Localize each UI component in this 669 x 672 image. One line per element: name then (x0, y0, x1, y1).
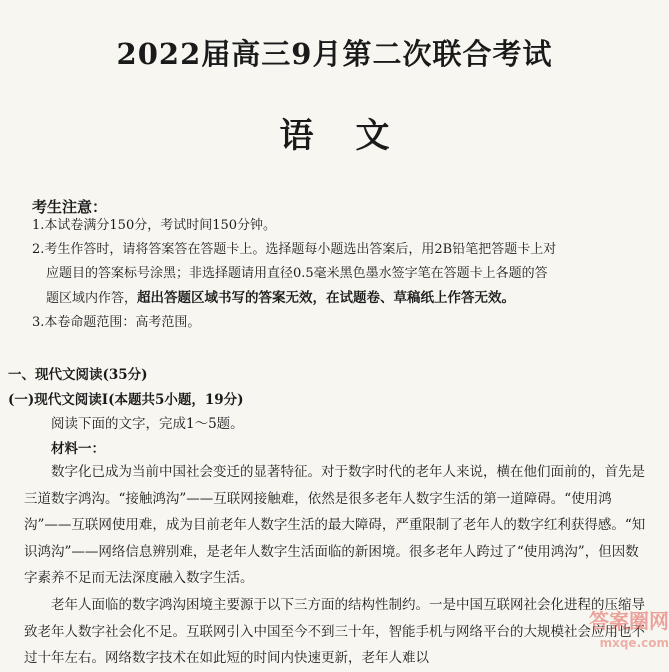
subsection-heading: (一)现代文阅读Ⅰ(本题共5小题，19分) (8, 392, 244, 408)
notice-item-2-text: 题区域内作答， (46, 291, 138, 306)
watermark-url: mxqe.com (599, 636, 669, 650)
subject-title: 语文 (279, 116, 432, 156)
section-heading: 一、现代文阅读(35分) (8, 367, 148, 383)
notice-item-2-line-1: 2.考生作答时，请将答案答在答题卡上。选择题每小题选出答案后，用2B铅笔把答题卡上对 (32, 242, 557, 257)
notice-heading: 考生注意： (32, 198, 108, 216)
notice-item-2-line-3 (32, 286, 647, 311)
reading-instruction: 阅读下面的文字，完成1～5题。 (51, 416, 244, 432)
material-label: 材料一： (51, 441, 105, 457)
notice-emphasis: 超出答题区域书写的答案无效，在试题卷、草稿纸上作答无效。 (137, 290, 516, 306)
notice-item-1: 1.本试卷满分150分，考试时间150分钟。 (32, 218, 277, 233)
exam-title: 2022届高三9月第二次联合考试 (116, 37, 553, 71)
notice-list (32, 214, 647, 335)
notice-item-2-line-2: 应题目的答案标号涂黑；非选择题请用直径0.5毫米黑色墨水签字笔在答题卡上各题的答 (46, 266, 548, 281)
passage-paragraph-1: 数字化已成为当前中国社会变迁的显著特征。对于数字时代的老年人来说，横在他们面前的，首先是三道数字鸿沟。“接触鸿沟”——互联网接触难，依然是很多老年人数字生活的第一道障碍。“使用鸿沟”——互联网使用难，成为目前老年人数字生活的最大障碍，严重限制了老年人的数字红利获得感。“知识鸿沟”——网络信息辨别难，是老年人数字生活面临的新困境。很多老年人跨过了“使用鸿沟”，但因数字素养不足而无法深度融入数字生活。 (24, 464, 646, 587)
passage-paragraph-2: 老年人面临的数字鸿沟困境主要源于以下三方面的结构性制约。一是中国互联网社会化进程的压缩导致老年人数字社会化不足。互联网引入中国至今不到三十年，智能手机与网络平台的大规模社会应用也不过十年左右。网络数字技术在如此短的时间内快速更新，老年人难以 (24, 596, 645, 667)
watermark-logo (519, 610, 669, 654)
watermark-brand: 答案圈网 (589, 609, 669, 633)
notice-item-3: 3.本卷命题范围：高考范围。 (32, 315, 201, 330)
